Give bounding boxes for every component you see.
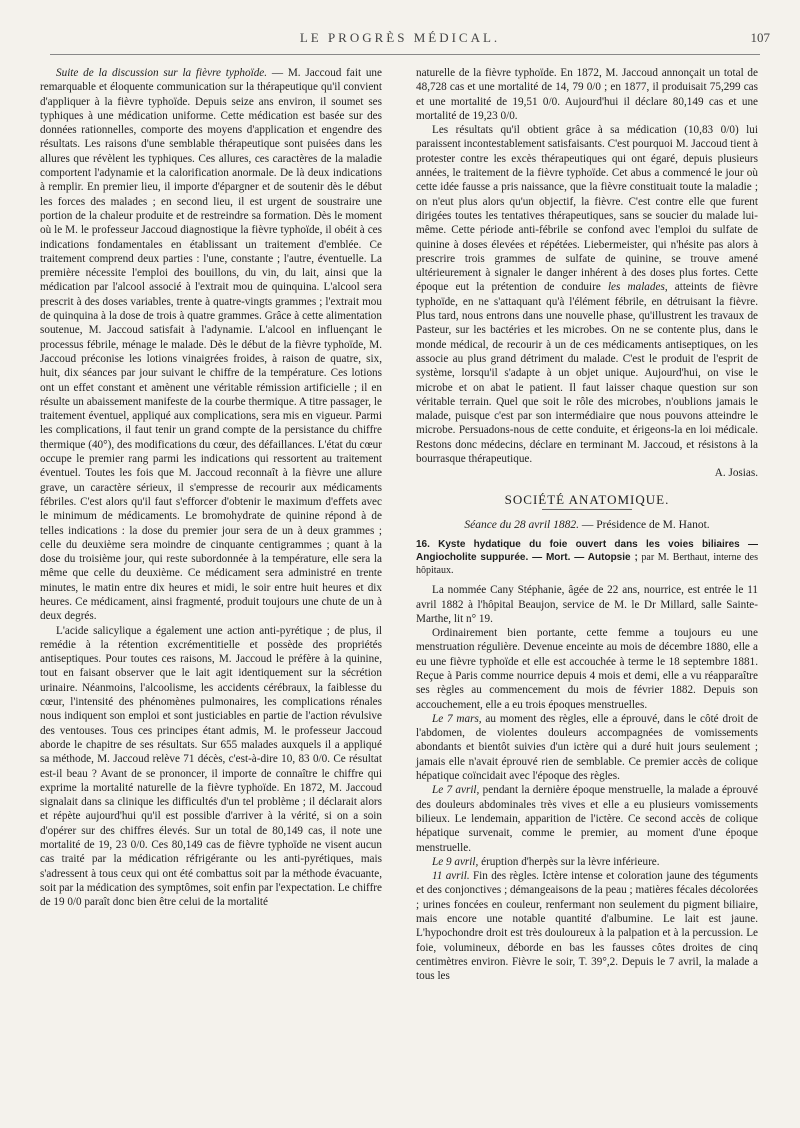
paragraph — [416, 783, 758, 854]
emphasis: les malades — [607, 281, 665, 294]
date: 11 avril. — [432, 870, 470, 883]
section-title: SOCIÉTÉ ANATOMIQUE. — [504, 491, 670, 507]
left-column — [40, 66, 382, 910]
running-title: LE PROGRÈS MÉDICAL. — [299, 30, 501, 45]
signature: A. Josias. — [714, 467, 758, 480]
seance-date: Séance du 28 avril 1882. — [464, 518, 580, 531]
paragraph — [416, 712, 758, 783]
paragraph — [416, 869, 758, 983]
paragraph: naturelle de la fièvre typhoïde. En 1872, M. Jaccoud annonçait un total de 48,728 cas et une mortalité de 14, 79 0/0 ; en 1877, il produisait 75,299 cas et une mortalité de 19,51 0/0. Aujourd'hui il déclare 80,149 cas et une mortalité de 19,23 0/0. — [416, 67, 758, 122]
paragraph-text: Les résultats qu'il obtient grâce à sa médication (10,83 0/0) lui paraissent incontestablement satisfaisants. C'est pourquoi M. Jaccoud tient à protester contre les excès thérapeutiques qui ont égaré, depuis plusieurs années, le traitement de la fièvre typhoïde. Cet abus a commencé le jour où cette idée fausse a pris naissance, que la fièvre constituait toute la maladie ; on n'eut plus alors qu'un objectif, la fièvre. C'est contre elle que furent dirigées toutes les tentatives thérapeutiques, sans se soucier du malade lui-même. Cette période anti-fébrile se confond avec l'emploi du sulfate de quinine à doses élevées et répétées. Liebermeister, qui n'hésite pas alors à prescrire trois grammes de sulfate de quinine, se trouve amené ultérieurement à signaler le danger inhérent à des doses plus fortes. Cette époque eut la prétention de conduire — [416, 124, 758, 294]
date: Le 9 avril, — [432, 855, 479, 868]
paragraph: Ordinairement bien portante, cette femme a toujours eu une menstruation régulière. Devenue enceinte au mois de décembre 1880, elle a eu une fièvre typhoïde et elle est accouchée à terme le 18 septembre 1881. Reçue à Paris comme nourrice depuis 4 mois et demi, elle a vu réapparaître ses règles au commencement du mois de février 1882. Depuis son accouchement, elle a eu trois époques menstruelles. — [416, 627, 758, 711]
header-rule — [50, 54, 760, 55]
observation-title — [416, 538, 758, 577]
paragraph — [416, 123, 758, 466]
section-rule — [542, 509, 632, 510]
paragraph: L'acide salicylique a également une action anti-pyrétique ; de plus, il remédie à la rétention excrémentitielle et possède des propriétés antiseptiques. Pour toutes ces raisons, M. Jaccoud le préfère à la quinine, tout en faisant observer que le lait agit identiquement sur la sécrétion urinaire. Néanmoins, l'alcoolisme, les accidents cérébraux, la faiblesse du cœur, l'intensité des phénomènes pulmonaires, les complications rénales nous indiquent son emploi et sont justiciables en partie de l'action révulsive des ventouses. Tous ces principes étant admis, M. le professeur Jaccoud aborde le chapitre de ses résultats. Sur 655 malades auxquels il a appliqué sa méthode, M. Jaccoud relève 71 décès, c'est-à-dire 10, 83 0/0. Ce résultat est-il beau ? Avant de se prononcer, il importe de connaître le chiffre qui exprime la mortalité naturelle de la fièvre typhoïde. En 1872, M. Jaccoud signalait dans sa clinique les difficultés d'un tel problème ; il déclarait alors et répète aujourd'hui qu'il est possible d'arriver à la vérité, si on a soin d'opérer sur des chiffres élevés. Sur un total de 80,149 cas, il note une mortalité de 19, 23 0/0. Ces 80,149 cas de fièvre typhoïde ne visent aucun cas traité par la médication réfrigérante ou les anti-pyrétiques, mais s'adressent à tous ceux qui ont été combattus soit par la méthode évacuante, soit par la médication des symptômes, soit enfin par l'expectation. Le chiffre de 19 0/0 paraît donc bien être celui de la mortalité — [40, 624, 382, 909]
paragraph-text: éruption d'herpès sur la lèvre inférieure. — [478, 855, 660, 868]
right-column — [416, 66, 758, 984]
date: Le 7 avril, — [432, 784, 480, 797]
paragraph-text: , atteints de fièvre typhoïde, en ne s'attaquant qu'à l'élément fébrile, en détruisant la fièvre. Plus tard, nous entrons dans une nouvelle phase, qu'illustrent les travaux de Pasteur, sur les bactéries et les microbes. On ne se contente plus, dans le monde médical, de recourir à un de ces médicaments antiseptiques, on les associe au plus grand détriment du malade. C'est le produit de l'esprit de système, lorsqu'il s'adapte à un objet unique. Aujourd'hui, on vise le microbe et on abat le patient. Il faut laisser chaque question sur son véritable terrain. Quel que soit le rôle des microbes, n'oublions jamais le malade, puisque c'est par son intermédiaire que nous pouvons atteindre le microbe. Persuadons-nous de cette conduite, et érigeons-la en loi médicale. Restons donc médecins, déclare en terminant M. Jaccoud, et résistons à la bourrasque thérapeutique. — [416, 281, 758, 466]
observation-author: par M. Berthaut, interne des hôpitaux. — [416, 552, 759, 577]
paragraph-text: Fin des règles. Ictère intense et coloration jaune des téguments et des conjonctives ; démangeaisons de la peau ; matières fécales décolorées ; urines foncées en couleur, renfermant non seulement du pigment biliaire, mais encore une notable quantité d'albumine. Le lait est jaune. L'hypochondre droit est très douloureux à la palpation et à la percussion. Le foie, volumineux, déborde en bas les fausses côtes droites de cinq centimètres environ. Fièvre le soir, T. 39°,2. Depuis le 7 avril, la malade a tous les — [416, 870, 758, 983]
paragraph — [416, 855, 758, 869]
seance-presidence: — Présidence de M. Hanot. — [579, 518, 710, 531]
lead-paragraph — [40, 66, 382, 624]
date: Le 7 mars, — [432, 712, 482, 725]
paragraph-text: au moment des règles, elle a éprouvé, dans le côté droit de l'abdomen, de violentes douleurs accompagnées de vomissements abondants et bientôt suivies d'un ictère qui a duré huit jours seulement ; jamais elle n'avait éprouvé rien de semblable. Ce premier accès de colique hépatique coïncidait avec l'époque des règles. — [416, 712, 758, 783]
seance-line — [416, 518, 758, 532]
lead-title: Suite de la discussion sur la fièvre typhoïde. — [56, 67, 268, 79]
paragraph: La nommée Cany Stéphanie, âgée de 22 ans, nourrice, est entrée le 11 avril 1882 à l'hôpital Beaujon, service de M. le Dr Millard, salle Sainte-Marthe, lit n° 19. — [416, 584, 758, 625]
page-number: 107 — [750, 30, 770, 45]
observation-title-text: 16. Kyste hydatique du foie ouvert dans les voies biliaires — Angiocholite suppurée. — Mort. — Autopsie ; — [416, 539, 758, 564]
paragraph-text: pendant la dernière époque menstruelle, la malade a éprouvé des douleurs abdominales très vives et elle a eu plusieurs vomissements bilieux. Le lendemain, apparition de l'ictère. Ce second accès de colique hépatique survenait, comme le premier, au moment d'une époque menstruelle. — [416, 784, 758, 854]
lead-text: — M. Jaccoud fait une remarquable et éloquente communication sur la thérapeutique qu'il convient d'appliquer à la fièvre typhoïde. Depuis seize ans environ, il soumet ses typhiques à une médication uniforme. Cette médication est basée sur des données rationnelles, comporte des moyens d'application et engendre des résultats. Les raisons d'une semblable thérapeutique sont puisées dans les allures que révèlent les typhiques. Ces allures, ces caractères de la maladie comportent l'adynamie et la calorification anormale. De là deux indications à remplir. En premier lieu, il importe d'épargner et de soutenir dès le début les forces des malades ; en second lieu, il est urgent de soustraire une portion de la chaleur produite et de restreindre sa formation. Dès le moment où le M. le professeur Jaccoud diagnostique la fièvre typhoïde, il obéit à ces indications fondamentales en établissant un traitement d'emblée. Ce traitement comprend deux parties : l'une, constante ; l'autre, éventuelle. La première nécessite l'emploi des bouillons, du vin, du lait, ainsi que la médication par l'alcool associé à l'extrait mou de quinquina. L'alcool sera prescrit à des doses variables, trente à quatre-vingts grammes ; l'extrait mou de quinquina à la dose de trois à quatre grammes. Grâce à cette alimentation soutenue, M. Jaccoud satisfait à l'adynamie. L'alcool en influençant le processus fébrile, ménage le malade. Dès le début de la fièvre typhoïde, M. Jaccoud préconise les lotions vinaigrées froides, à raison de quatre, six, huit, dix séances par jour suivant le chiffre de la température. Ces lotions ont un effet constant et amènent une véritable rémission artificielle ; il en résulte un abaissement manifeste de la courbe thermique. A titre passager, le traitement éventuel, appliqué aux complications, sera mis en vigueur. Parmi les complications, il faut tenir un grand compte de la persistance du chiffre thermique (40°), des modifications du cœur, des défaillances. L'état du cœur occupe le premier rang parmi les indications qui ressortent au traitement éventuel. Toutes les fois que M. Jaccoud reconnaît à la fièvre une allure grave, un caractère sérieux, il s'empresse de recourir aux médicaments fébriles. C'est alors qu'il faut s'efforcer d'obtenir le maximum d'effets avec le minimum de médicaments. Le bromohydrate de quinine répond à de telles indications : la dose du premier jour sera de un à deux grammes ; celle du deuxième sera moindre de cinquante centigrammes ; quant à la dose du troisième jour, qui reste subordonnée à la température, elle sera la même que celle du deuxième. Ce médicament sera administré en trente minutes, le matin entre dix heures et midi, le soir entre huit heures et dix heures. Ce médicament, ainsi fragmenté, produit toujours une chute de un à deux degrés. — [40, 67, 382, 623]
